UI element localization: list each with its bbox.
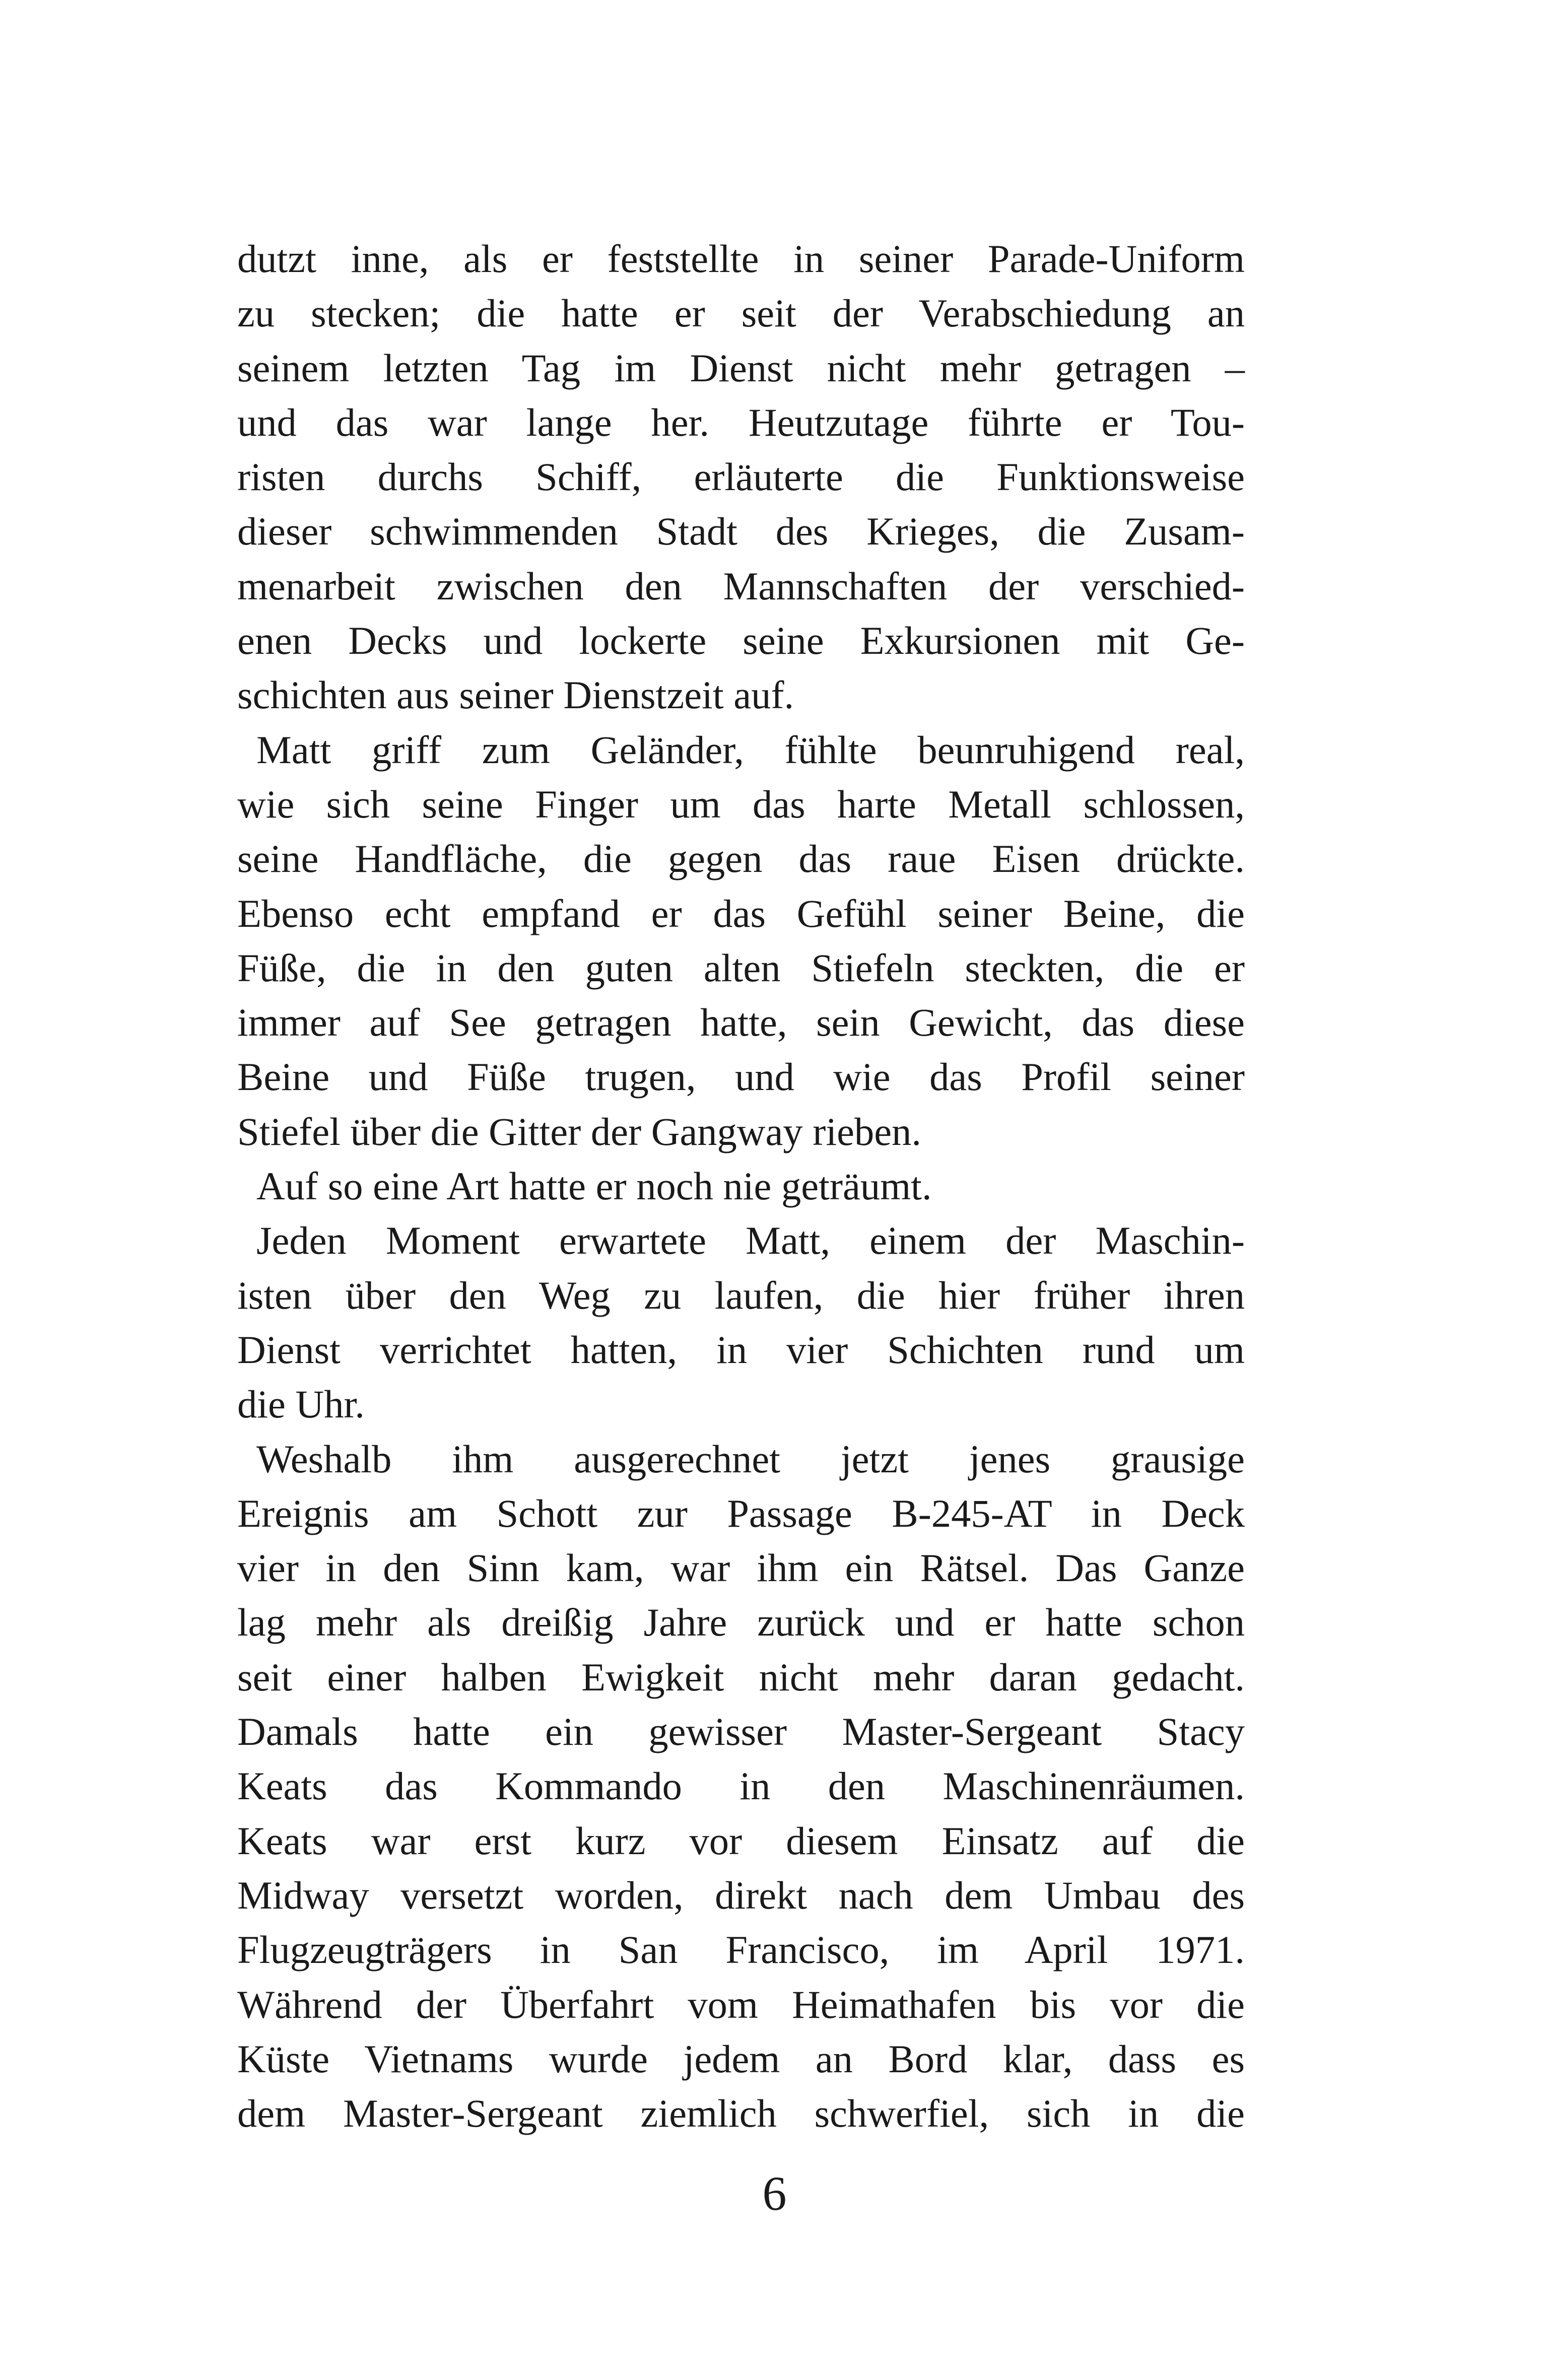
text-line: Midway versetzt worden, direkt nach dem Umbau des <box>237 1873 1245 1917</box>
text-line: Matt griff zum Geländer, fühlte beunruhigend real, <box>256 727 1245 772</box>
text-line: seine Handfläche, die gegen das raue Eisen drückte. <box>237 837 1245 881</box>
text-line: seinem letzten Tag im Dienst nicht mehr getragen – <box>237 346 1245 390</box>
page-number: 6 <box>762 2166 787 2220</box>
text-line: Weshalb ihm ausgerechnet jetzt jenes grausige <box>256 1437 1245 1481</box>
text-line: lag mehr als dreißig Jahre zurück und er hatte schon <box>237 1600 1245 1645</box>
text-line: Flugzeugträgers in San Francisco, im April 1971. <box>237 1928 1245 1972</box>
text-line: dieser schwimmenden Stadt des Krieges, die Zusam- <box>237 509 1245 554</box>
text-line: Küste Vietnams wurde jedem an Bord klar, dass es <box>237 2036 1245 2081</box>
text-line: Beine und Füße trugen, und wie das Profil seiner <box>237 1055 1245 1099</box>
text-line: isten über den Weg zu laufen, die hier früher ihren <box>237 1273 1245 1317</box>
body-text <box>237 232 1245 2141</box>
text-line: zu stecken; die hatte er seit der Verabschiedung an <box>237 291 1245 335</box>
text-line: Ereignis am Schott zur Passage B-245-AT in Deck <box>237 1491 1245 1535</box>
text-line: immer auf See getragen hatte, sein Gewicht, das diese <box>237 1000 1245 1045</box>
text-line: vier in den Sinn kam, war ihm ein Rätsel. Das Ganze <box>237 1546 1245 1590</box>
text-line: menarbeit zwischen den Mannschaften der verschied- <box>237 564 1245 608</box>
text-line: Jeden Moment erwartete Matt, einem der Maschin- <box>256 1218 1245 1263</box>
text-line: seit einer halben Ewigkeit nicht mehr daran gedacht. <box>237 1655 1245 1699</box>
text-line: Stiefel über die Gitter der Gangway rieben. <box>237 1109 921 1153</box>
text-line: dutzt inne, als er feststellte in seiner Parade-Uniform <box>237 237 1245 281</box>
text-line: wie sich seine Finger um das harte Metall schlossen, <box>237 782 1245 826</box>
text-line: Ebenso echt empfand er das Gefühl seiner Beine, die <box>237 891 1245 935</box>
text-line: die Uhr. <box>237 1382 365 1426</box>
text-line: Auf so eine Art hatte er noch nie geträumt. <box>256 1164 932 1208</box>
text-line: Dienst verrichtet hatten, in vier Schichten rund um <box>237 1327 1245 1372</box>
text-line: Keats war erst kurz vor diesem Einsatz auf die <box>237 1818 1245 1863</box>
text-line: enen Decks und lockerte seine Exkursionen mit Ge- <box>237 619 1245 663</box>
text-line: und das war lange her. Heutzutage führte er Tou- <box>237 400 1245 444</box>
text-line: Füße, die in den guten alten Stiefeln steckten, die er <box>237 945 1245 990</box>
text-line: Während der Überfahrt vom Heimathafen bis vor die <box>237 1982 1245 2026</box>
text-line: dem Master-Sergeant ziemlich schwerfiel, sich in die <box>237 2091 1245 2136</box>
text-line: schichten aus seiner Dienstzeit auf. <box>237 673 794 717</box>
text-line: Keats das Kommando in den Maschinenräumen. <box>237 1764 1245 1808</box>
text-line: risten durchs Schiff, erläuterte die Funktionsweise <box>237 455 1245 499</box>
text-line: Damals hatte ein gewisser Master-Sergeant Stacy <box>237 1710 1245 1754</box>
